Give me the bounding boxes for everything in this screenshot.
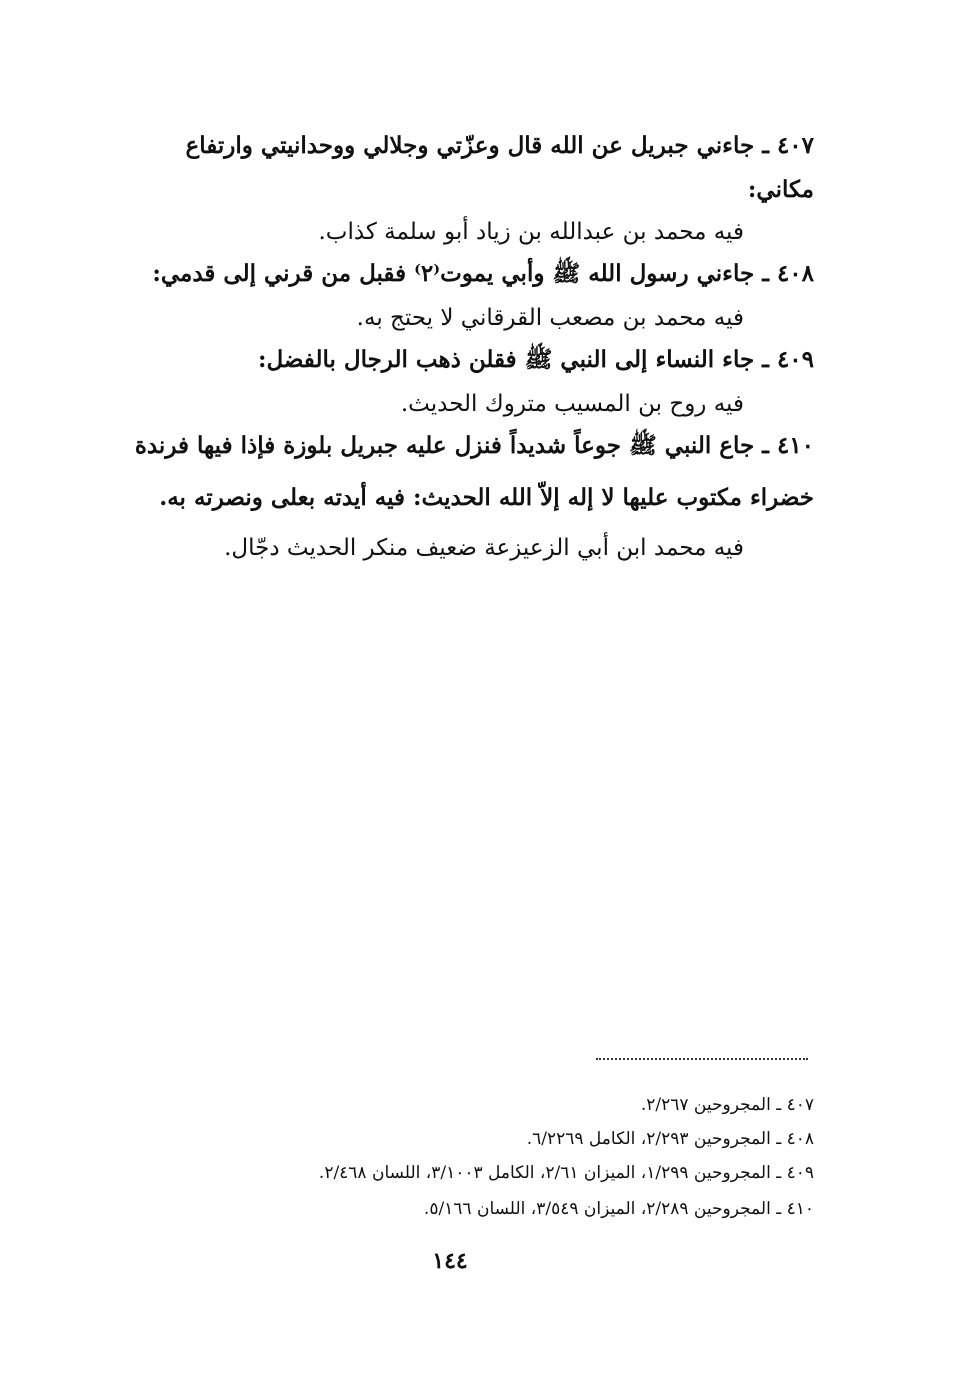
entry-407-note: فيه محمد بن عبدالله بن زياد أبو سلمة كذاب. bbox=[318, 219, 744, 245]
entry-410-note: فيه محمد ابن أبي الزعيزعة ضعيف منكر الحديث دجّال. bbox=[224, 535, 744, 561]
footnote-separator bbox=[596, 1058, 808, 1060]
entry-408-note: فيه محمد بن مصعب القرقاني لا يحتج به. bbox=[356, 305, 744, 331]
entry-410-line-2: خضراء مكتوب عليها لا إله إلاّ الله الحديث: فيه أيدته بعلى ونصرته به. bbox=[159, 484, 814, 511]
footnote-410: ٤١٠ ـ المجروحين ٢/٢٨٩، الميزان ٣/٥٤٩، اللسان ٥/١٦٦. bbox=[423, 1199, 814, 1219]
footnote-407: ٤٠٧ ـ المجروحين ٢/٢٦٧. bbox=[640, 1095, 814, 1115]
page-number: ١٤٤ bbox=[432, 1248, 468, 1274]
footnote-408: ٤٠٨ ـ المجروحين ٢/٢٩٣، الكامل ٦/٢٢٦٩. bbox=[526, 1129, 814, 1149]
entry-407-line-2: مكاني: bbox=[747, 176, 814, 203]
entry-410-line-1: ٤١٠ ـ جاع النبي ﷺ جوعاً شديداً فنزل عليه جبريل بلوزة فإذا فيها فرندة bbox=[134, 432, 814, 459]
entry-408-line-1: ٤٠٨ ـ جاءني رسول الله ﷺ وأبي يموت⁽٢⁾ فقبل من قرني إلى قدمي: bbox=[152, 260, 814, 287]
footnote-409: ٤٠٩ ـ المجروحين ١/٢٩٩، الميزان ٢/٦١، الكامل ٣/١٠٠٣، اللسان ٢/٤٦٨. bbox=[318, 1163, 814, 1183]
entry-407-line-1: ٤٠٧ ـ جاءني جبريل عن الله قال وعزّتي وجلالي ووحدانيتي وارتفاع bbox=[185, 132, 814, 159]
entry-409-line-1: ٤٠٩ ـ جاء النساء إلى النبي ﷺ فقلن ذهب الرجال بالفضل: bbox=[257, 346, 814, 373]
entry-409-note: فيه روح بن المسيب متروك الحديث. bbox=[400, 391, 744, 417]
